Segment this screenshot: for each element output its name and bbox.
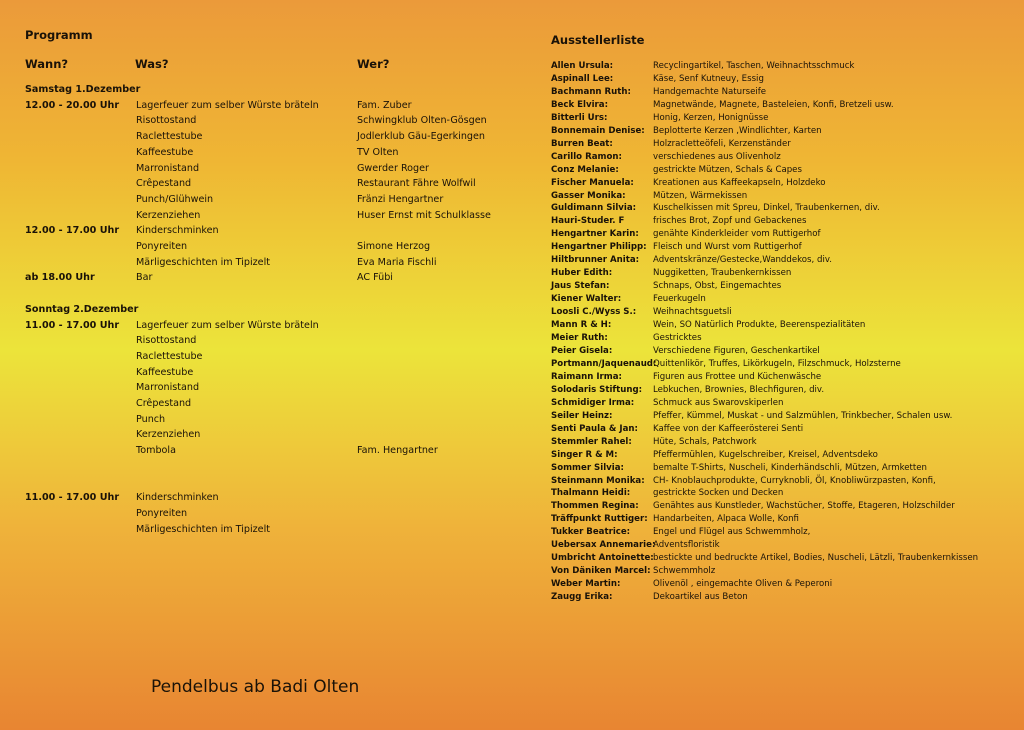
- programm-activity: Tombola: [136, 445, 176, 457]
- exhibitor-products: Gestricktes: [653, 333, 702, 344]
- programm-time: 12.00 - 20.00 Uhr: [25, 99, 120, 111]
- programm-time: [25, 443, 135, 459]
- programm-time: 12.00 - 17.00 Uhr: [25, 225, 120, 237]
- exhibitor-products: Schwemmholz: [653, 566, 716, 577]
- exhibitor-name: Beck Elvira:: [551, 99, 609, 110]
- programm-time: [25, 161, 135, 177]
- exhibitor-products: frisches Brot, Zopf und Gebackenes: [653, 216, 807, 227]
- programm-time: [25, 459, 135, 475]
- exhibitor-name: Umbricht Antoinette:: [551, 553, 654, 564]
- programm-host: [357, 427, 517, 443]
- exhibitor-products: genähte Kinderkleider vom Ruttigerhof: [653, 229, 821, 240]
- programm-time: Sonntag 2.Dezember: [25, 303, 139, 315]
- programm-time: [25, 176, 135, 192]
- programm-host: [357, 318, 517, 334]
- programm-activity: Punch/Glühwein: [136, 193, 214, 205]
- programm-time: [25, 113, 135, 129]
- programm-host: [357, 349, 517, 365]
- exhibitor-name: Singer R & M:: [551, 449, 618, 460]
- exhibitor-products: CH- Knoblauchprodukte, Curryknobli, Öl, Knobliwürzpasten, Konfi,: [653, 475, 936, 486]
- exhibitor-name: Hengartner Karin:: [551, 229, 639, 240]
- programm-time: [25, 475, 135, 491]
- exhibitor-products: verschiedenes aus Olivenholz: [653, 151, 781, 162]
- exhibitor-name: Allen Ursula:: [551, 61, 614, 71]
- exhibitor-products: Honig, Kerzen, Honignüsse: [653, 112, 769, 123]
- exhibitor-name: Carillo Ramon:: [551, 151, 622, 162]
- programm-time: [25, 522, 135, 538]
- exhibitor-name: Senti Paula & Jan:: [551, 423, 638, 434]
- ausstellerliste-title: Ausstellerliste: [551, 33, 645, 47]
- exhibitor-name: Thommen Regina:: [551, 501, 639, 512]
- programm-activity: Kerzenziehen: [136, 209, 201, 221]
- exhibitor-products: Verschiedene Figuren, Geschenkartikel: [653, 345, 820, 356]
- programm-time: [25, 427, 135, 443]
- exhibitor-products: Quittenlikör, Truffes, Likörkugeln, Filzschmuck, Holzsterne: [653, 358, 901, 369]
- programm-time: [25, 380, 135, 396]
- programm-activity: Raclettestube: [136, 131, 203, 143]
- exhibitor-products: Kreationen aus Kaffeekapseln, Holzdeko: [653, 177, 826, 188]
- programm-activity: Raclettestube: [136, 350, 203, 362]
- programm-time: [25, 255, 135, 271]
- exhibitor-products: Hüte, Schals, Patchwork: [653, 436, 757, 447]
- exhibitor-products: Pfeffer, Kümmel, Muskat - und Salzmühlen, Trinkbecher, Schalen usw.: [653, 410, 953, 421]
- programm-activity: Kaffeestube: [136, 366, 194, 378]
- exhibitor-name: Gasser Monika:: [551, 190, 626, 201]
- programm-host: [357, 380, 517, 396]
- column-header-wann: Wann?: [25, 57, 69, 71]
- exhibitor-name: Fischer Manuela:: [551, 177, 634, 188]
- exhibitor-name: Huber Edith:: [551, 268, 613, 279]
- programm-activity: Ponyreiten: [136, 507, 188, 519]
- programm-host: Fam. Hengartner: [357, 445, 438, 457]
- programm-activity: [136, 459, 356, 475]
- exhibitor-products: bestickte und bedruckte Artikel, Bodies, Nuscheli, Lätzli, Traubenkernkissen: [653, 553, 979, 564]
- column-header-wer: Wer?: [357, 57, 390, 71]
- column-header-was: Was?: [135, 57, 169, 71]
- exhibitor-products: Holzraclettеöfeli, Kerzenständer: [653, 138, 791, 149]
- exhibitor-products: Feuerkugeln: [653, 294, 706, 305]
- exhibitor-name: Bachmann Ruth:: [551, 86, 631, 97]
- programm-wer-column: [357, 98, 517, 538]
- programm-host: Fränzi Hengartner: [357, 193, 444, 205]
- programm-host: [357, 459, 517, 475]
- exhibitor-name: Jaus Stefan:: [551, 281, 610, 292]
- programm-activity: [136, 475, 356, 491]
- programm-time: 11.00 - 17.00 Uhr: [25, 492, 120, 504]
- exhibitor-products: Beplotterte Kerzen ,Windlichter, Karten: [653, 125, 822, 136]
- exhibitor-products: gestrickte Socken und Decken: [653, 488, 784, 499]
- exhibitor-name: Hauri-Studer. F: [551, 216, 625, 227]
- programm-activity: Ponyreiten: [136, 241, 188, 253]
- programm-activity: Marronistand: [136, 162, 200, 174]
- programm-time: [25, 145, 135, 161]
- exhibitor-name: Kiener Walter:: [551, 294, 622, 305]
- exhibitor-name: Zaugg Erika:: [551, 592, 613, 603]
- exhibitor-products: Kuschelkissen mit Spreu, Dinkel, Traubenkernen, div.: [653, 203, 880, 214]
- programm-time: Samstag 1.Dezember: [25, 84, 141, 95]
- programm-activity: Bar: [136, 272, 153, 284]
- programm-host: TV Olten: [357, 146, 399, 158]
- programm-activity: Lagerfeuer zum selber Würste bräteln: [136, 319, 319, 331]
- programm-host: [357, 286, 517, 302]
- exhibitor-products: Wein, SO Natürlich Produkte, Beerenspezialitäten: [653, 320, 866, 331]
- exhibitor-name: Burren Beat:: [551, 138, 613, 149]
- exhibitor-name: Meier Ruth:: [551, 333, 608, 344]
- exhibitor-name: Bitterli Urs:: [551, 112, 608, 123]
- exhibitor-products: Olivenöl , eingemachte Oliven & Peperoni: [653, 579, 833, 590]
- exhibitor-products: Handgemachte Naturseife: [653, 86, 767, 97]
- exhibitor-products: Kaffee von der Kaffeerösterei Senti: [653, 423, 804, 434]
- exhibitor-products: Adventsfloristik: [653, 540, 720, 551]
- programm-time: [25, 333, 135, 349]
- programm-activity: Risottostand: [136, 335, 197, 347]
- exhibitor-name: Von Däniken Marcel:: [551, 566, 651, 577]
- programm-time: 11.00 - 17.00 Uhr: [25, 319, 120, 331]
- programm-host: [357, 412, 517, 428]
- programm-time: [25, 129, 135, 145]
- programm-activity: Märligeschichten im Tipizelt: [136, 523, 271, 535]
- programm-time: [25, 286, 135, 302]
- programm-host: [357, 396, 517, 412]
- programm-activity: Crêpestand: [136, 398, 192, 410]
- programm-host: Schwingklub Olten-Gösgen: [357, 115, 487, 127]
- programm-activity: Punch: [136, 413, 166, 425]
- exhibitor-name: Uebersax Annemarie:: [551, 540, 656, 551]
- programm-host: [357, 506, 517, 522]
- exhibitor-name: Sommer Silvia:: [551, 462, 624, 473]
- exhibitor-products: bemalte T-Shirts, Nuscheli, Kinderhändschli, Mützen, Armketten: [653, 462, 927, 473]
- programm-host: [357, 522, 517, 538]
- exhibitor-name: Stemmler Rahel:: [551, 436, 632, 447]
- exhibitor-products: Mützen, Wärmekissen: [653, 190, 748, 201]
- exhibitor-name: Hiltbrunner Anita:: [551, 255, 640, 266]
- exhibitor-name: Tukker Beatrice:: [551, 527, 631, 538]
- programm-activity: [136, 286, 356, 302]
- programm-host: [357, 365, 517, 381]
- programm-activity: Kerzenziehen: [136, 429, 201, 441]
- programm-activity: Lagerfeuer zum selber Würste bräteln: [136, 99, 319, 111]
- exhibitor-name: Mann R & H:: [551, 320, 612, 331]
- exhibitor-products: Handarbeiten, Alpaca Wolle, Konfi: [653, 514, 799, 525]
- exhibitor-products: gestrickte Mützen, Schals & Capes: [653, 164, 802, 175]
- programm-host: [357, 490, 517, 506]
- exhibitor-names: [551, 60, 657, 604]
- exhibitor-name: Träffpunkt Ruttiger:: [551, 514, 648, 525]
- programm-time: [25, 208, 135, 224]
- exhibitor-name: Thalmann Heidi:: [551, 488, 631, 499]
- exhibitor-name: Portmann/Jaquenaud:: [551, 358, 657, 369]
- programm-time: [25, 412, 135, 428]
- programm-activity: Marronistand: [136, 382, 200, 394]
- exhibitor-products: Lebkuchen, Brownies, Blechfiguren, div.: [653, 384, 825, 395]
- exhibitor-name: Schmidiger Irma:: [551, 397, 635, 408]
- exhibitor-products: Adventskränze/Gestecke,Wanddekos, div.: [653, 255, 832, 266]
- exhibitor-name: Raimann Irma:: [551, 371, 622, 382]
- programm-time: ab 18.00 Uhr: [25, 272, 95, 284]
- programm-activity: Crêpestand: [136, 178, 192, 190]
- programm-activity: Risottostand: [136, 115, 197, 127]
- programm-host: [357, 302, 517, 318]
- programm-activity: [136, 302, 356, 318]
- programm-host: Gwerder Roger: [357, 162, 429, 174]
- exhibitor-products: Weihnachtsguetsli: [653, 307, 732, 318]
- programm-wann-column: [25, 82, 141, 537]
- programm-activity: Kinderschminken: [136, 225, 219, 237]
- programm-host: Simone Herzog: [357, 241, 431, 253]
- programm-time: [25, 396, 135, 412]
- exhibitor-products: Käse, Senf Kutneuy, Essig: [653, 73, 764, 84]
- exhibitor-products: Recyclingartikel, Taschen, Weihnachtsschmuck: [653, 61, 855, 71]
- exhibitor-name: Weber Martin:: [551, 579, 621, 590]
- programm-time: [25, 239, 135, 255]
- programm-time: [25, 192, 135, 208]
- programm-title: Programm: [25, 28, 93, 42]
- exhibitor-products: Nuggiketten, Traubenkernkissen: [653, 268, 792, 279]
- programm-time: [25, 349, 135, 365]
- programm-host: Eva Maria Fischli: [357, 256, 437, 268]
- exhibitor-name: Loosli C./Wyss S.:: [551, 307, 637, 318]
- exhibitor-name: Seiler Heinz:: [551, 410, 613, 421]
- exhibitor-products: Fleisch und Wurst vom Ruttigerhof: [653, 242, 802, 253]
- exhibitor-products: Schnaps, Obst, Eingemachtes: [653, 281, 782, 292]
- exhibitor-products: Engel und Flügel aus Schwemmholz,: [653, 527, 811, 538]
- programm-host: [357, 223, 517, 239]
- exhibitor-products: Figuren aus Frottee und Küchenwäsche: [653, 371, 822, 382]
- exhibitor-name: Guldimann Silvia:: [551, 203, 637, 214]
- exhibitor-name: Hengartner Philipp:: [551, 242, 647, 253]
- programm-host: [357, 475, 517, 491]
- programm-host: Restaurant Fähre Wolfwil: [357, 178, 476, 190]
- exhibitor-products: Genähtes aus Kunstleder, Wachstücher, Stoffe, Etageren, Holzschilder: [653, 501, 955, 512]
- programm-host: Jodlerklub Gäu-Egerkingen: [357, 131, 485, 143]
- programm-time: [25, 506, 135, 522]
- exhibitor-name: Solodaris Stiftung:: [551, 384, 643, 395]
- exhibitor-name: Steinmann Monika:: [551, 475, 645, 486]
- programm-host: Fam. Zuber: [357, 99, 412, 111]
- exhibitor-descriptions: [653, 60, 1013, 604]
- exhibitor-name: Peier Gisela:: [551, 345, 613, 356]
- exhibitor-products: Dekoartikel aus Beton: [653, 592, 748, 603]
- exhibitor-name: Conz Melanie:: [551, 164, 619, 175]
- programm-host: AC Fübi: [357, 272, 393, 284]
- programm-activity: Märligeschichten im Tipizelt: [136, 256, 271, 268]
- exhibitor-name: Aspinall Lee:: [551, 73, 614, 84]
- programm-host: Huser Ernst mit Schulklasse: [357, 209, 491, 221]
- shuttle-bus-note: Pendelbus ab Badi Olten: [151, 677, 360, 697]
- programm-time: [25, 365, 135, 381]
- programm-activity: Kinderschminken: [136, 492, 219, 504]
- programm-host: [357, 333, 517, 349]
- exhibitor-products: Schmuck aus Swarovskiperlen: [653, 397, 784, 408]
- programm-was-column: [136, 98, 356, 538]
- exhibitor-products: Magnetwände, Magnete, Basteleien, Konfi, Bretzeli usw.: [653, 99, 894, 110]
- exhibitor-name: Bonnemain Denise:: [551, 125, 645, 136]
- exhibitor-products: Pfeffermühlen, Kugelschreiber, Kreisel, Adventsdeko: [653, 449, 878, 460]
- programm-activity: Kaffeestube: [136, 146, 194, 158]
